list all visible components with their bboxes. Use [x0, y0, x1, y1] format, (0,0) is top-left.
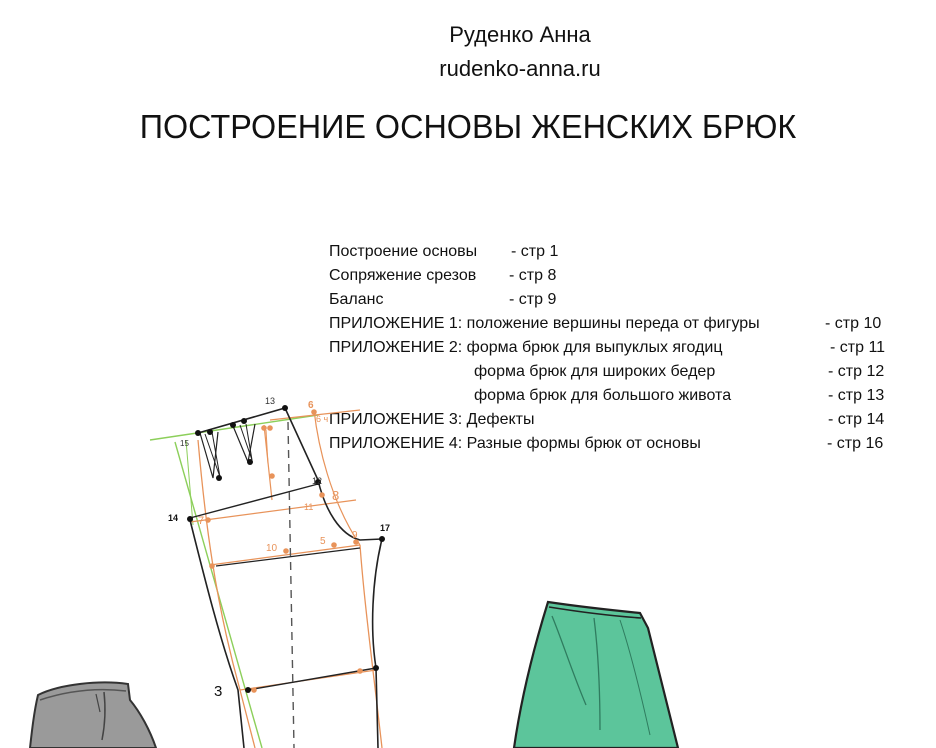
point-label: 3 — [214, 683, 223, 700]
point-label: 15 — [180, 439, 189, 448]
point-label: 7 — [198, 515, 205, 527]
trousers-pattern-drawing — [150, 396, 390, 748]
point-label: 6 ч — [316, 414, 329, 424]
point-label: 12 — [312, 476, 323, 486]
point-label: 13 — [265, 396, 276, 406]
point-label: 11 — [304, 502, 314, 512]
toc-page: - стр 16 — [827, 435, 884, 452]
green-trousers-illustration — [514, 602, 678, 748]
toc-label: ПРИЛОЖЕНИЕ 3: Дефекты — [329, 411, 535, 428]
site-url[interactable]: rudenko-anna.ru — [439, 56, 601, 81]
point-label: 5 — [320, 536, 326, 547]
toc-page: - стр 14 — [828, 411, 885, 428]
point-label: 17 — [380, 523, 391, 533]
toc-label: ПРИЛОЖЕНИЕ 1: положение вершины переда от фигуры — [329, 315, 760, 332]
toc-page: - стр 12 — [828, 363, 885, 380]
point-label: 9 — [352, 530, 358, 541]
toc-page: - стр 11 — [830, 339, 886, 356]
toc-label: форма брюк для широких бедер — [474, 363, 716, 380]
toc-page: - стр 10 — [825, 315, 882, 332]
point-label: 6 — [308, 400, 314, 411]
toc-label: Баланс — [329, 291, 384, 308]
point-label: 8 — [332, 488, 340, 503]
point-label: 10 — [266, 543, 278, 554]
toc-page: - стр 1 — [511, 243, 559, 260]
toc-label: ПРИЛОЖЕНИЕ 4: Разные формы брюк от основы — [329, 435, 701, 452]
document-title: ПОСТРОЕНИЕ ОСНОВЫ ЖЕНСКИХ БРЮК — [139, 108, 797, 145]
toc-page: - стр 8 — [509, 267, 557, 284]
toc-label: Сопряжение срезов — [329, 267, 477, 284]
toc-page: - стр 13 — [828, 387, 885, 404]
toc-label: ПРИЛОЖЕНИЕ 2: форма брюк для выпуклых ягодиц — [329, 339, 723, 356]
toc-label: Построение основы — [329, 243, 478, 260]
gray-trousers-illustration — [30, 682, 156, 748]
author-name: Руденко Анна — [449, 22, 591, 47]
toc-label: форма брюк для большого живота — [474, 387, 732, 404]
point-label: 14 — [168, 513, 179, 523]
toc-page: - стр 9 — [509, 291, 557, 308]
